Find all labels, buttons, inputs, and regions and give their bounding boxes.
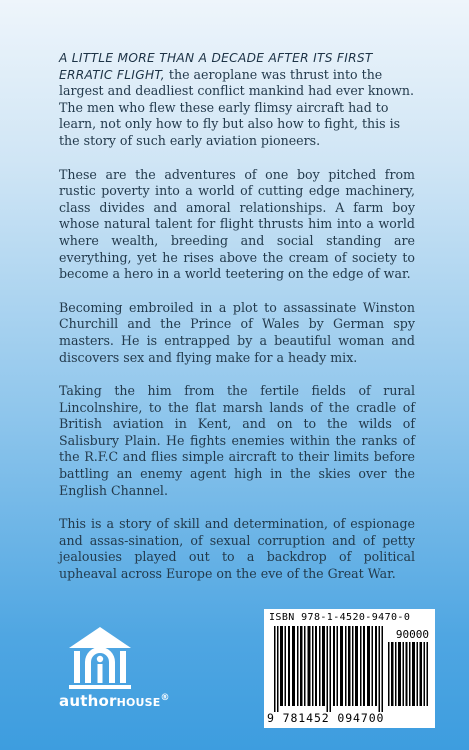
registered-mark: ®: [160, 693, 170, 703]
blurb-paragraph-4: Taking the him from the fertile fields of rural Lincolnshire, to the flat marsh lands of the cradle of British aviation in Kent, and on to the wilds of Salisbury Plain. He fights enemies within the ranks of the R.F.C and flies simple aircraft to their limits before battling an enemy agent high in the skies over the English Channel.: [59, 383, 415, 498]
publisher-logo: [59, 624, 179, 716]
ean-barcode-bars: [274, 626, 384, 712]
blurb-paragraph-1: [59, 50, 415, 150]
price-code: 90000: [395, 628, 429, 641]
publisher-name-small: HOUSE: [116, 696, 161, 709]
publisher-wordmark: [59, 692, 170, 710]
price-barcode-bars: [388, 642, 428, 706]
publisher-name: author: [59, 692, 117, 710]
blurb-paragraph-5: This is a story of skill and determination, of espionage and assas-sination, of sexual corruption and of petty jealousies played out to a backdrop of political upheaval across Europe on the eve of the Great War.: [59, 516, 415, 582]
isbn-barcode: [264, 609, 435, 728]
blurb-paragraph-1-text: the aeroplane was thrust into the largest and deadliest conflict mankind had ever known. The men who flew these early flimsy aircraft had to learn, not only how to fly but also how to fight, this is the story of such early aviation pioneers.: [59, 66, 415, 148]
blurb-lead-line: A LITTLE MORE THAN A DECADE AFTER ITS FIRST ERRATIC FLIGHT,: [59, 51, 373, 82]
publisher-house-icon: [65, 624, 135, 690]
blurb-paragraph-2: These are the adventures of one boy pitched from rustic poverty into a world of cutting edge machinery, class divides and amoral relationships. A farm boy whose natural talent for flight thrusts him into a world where wealth, breeding and social standing are everything, yet he rises above the cream of society to become a hero in a world teetering on the edge of war.: [59, 166, 415, 282]
blurb-paragraph-3: Becoming embroiled in a plot to assassinate Winston Churchill and the Prince of Wales by German spy masters. He is entrapped by a beautiful woman and discovers sex and flying make for a heady mix.: [59, 299, 415, 365]
isbn-label: ISBN 978-1-4520-9470-0: [269, 612, 411, 623]
ean-digits: 9 781452 094700: [267, 711, 385, 725]
back-cover-blurb: [59, 50, 415, 600]
